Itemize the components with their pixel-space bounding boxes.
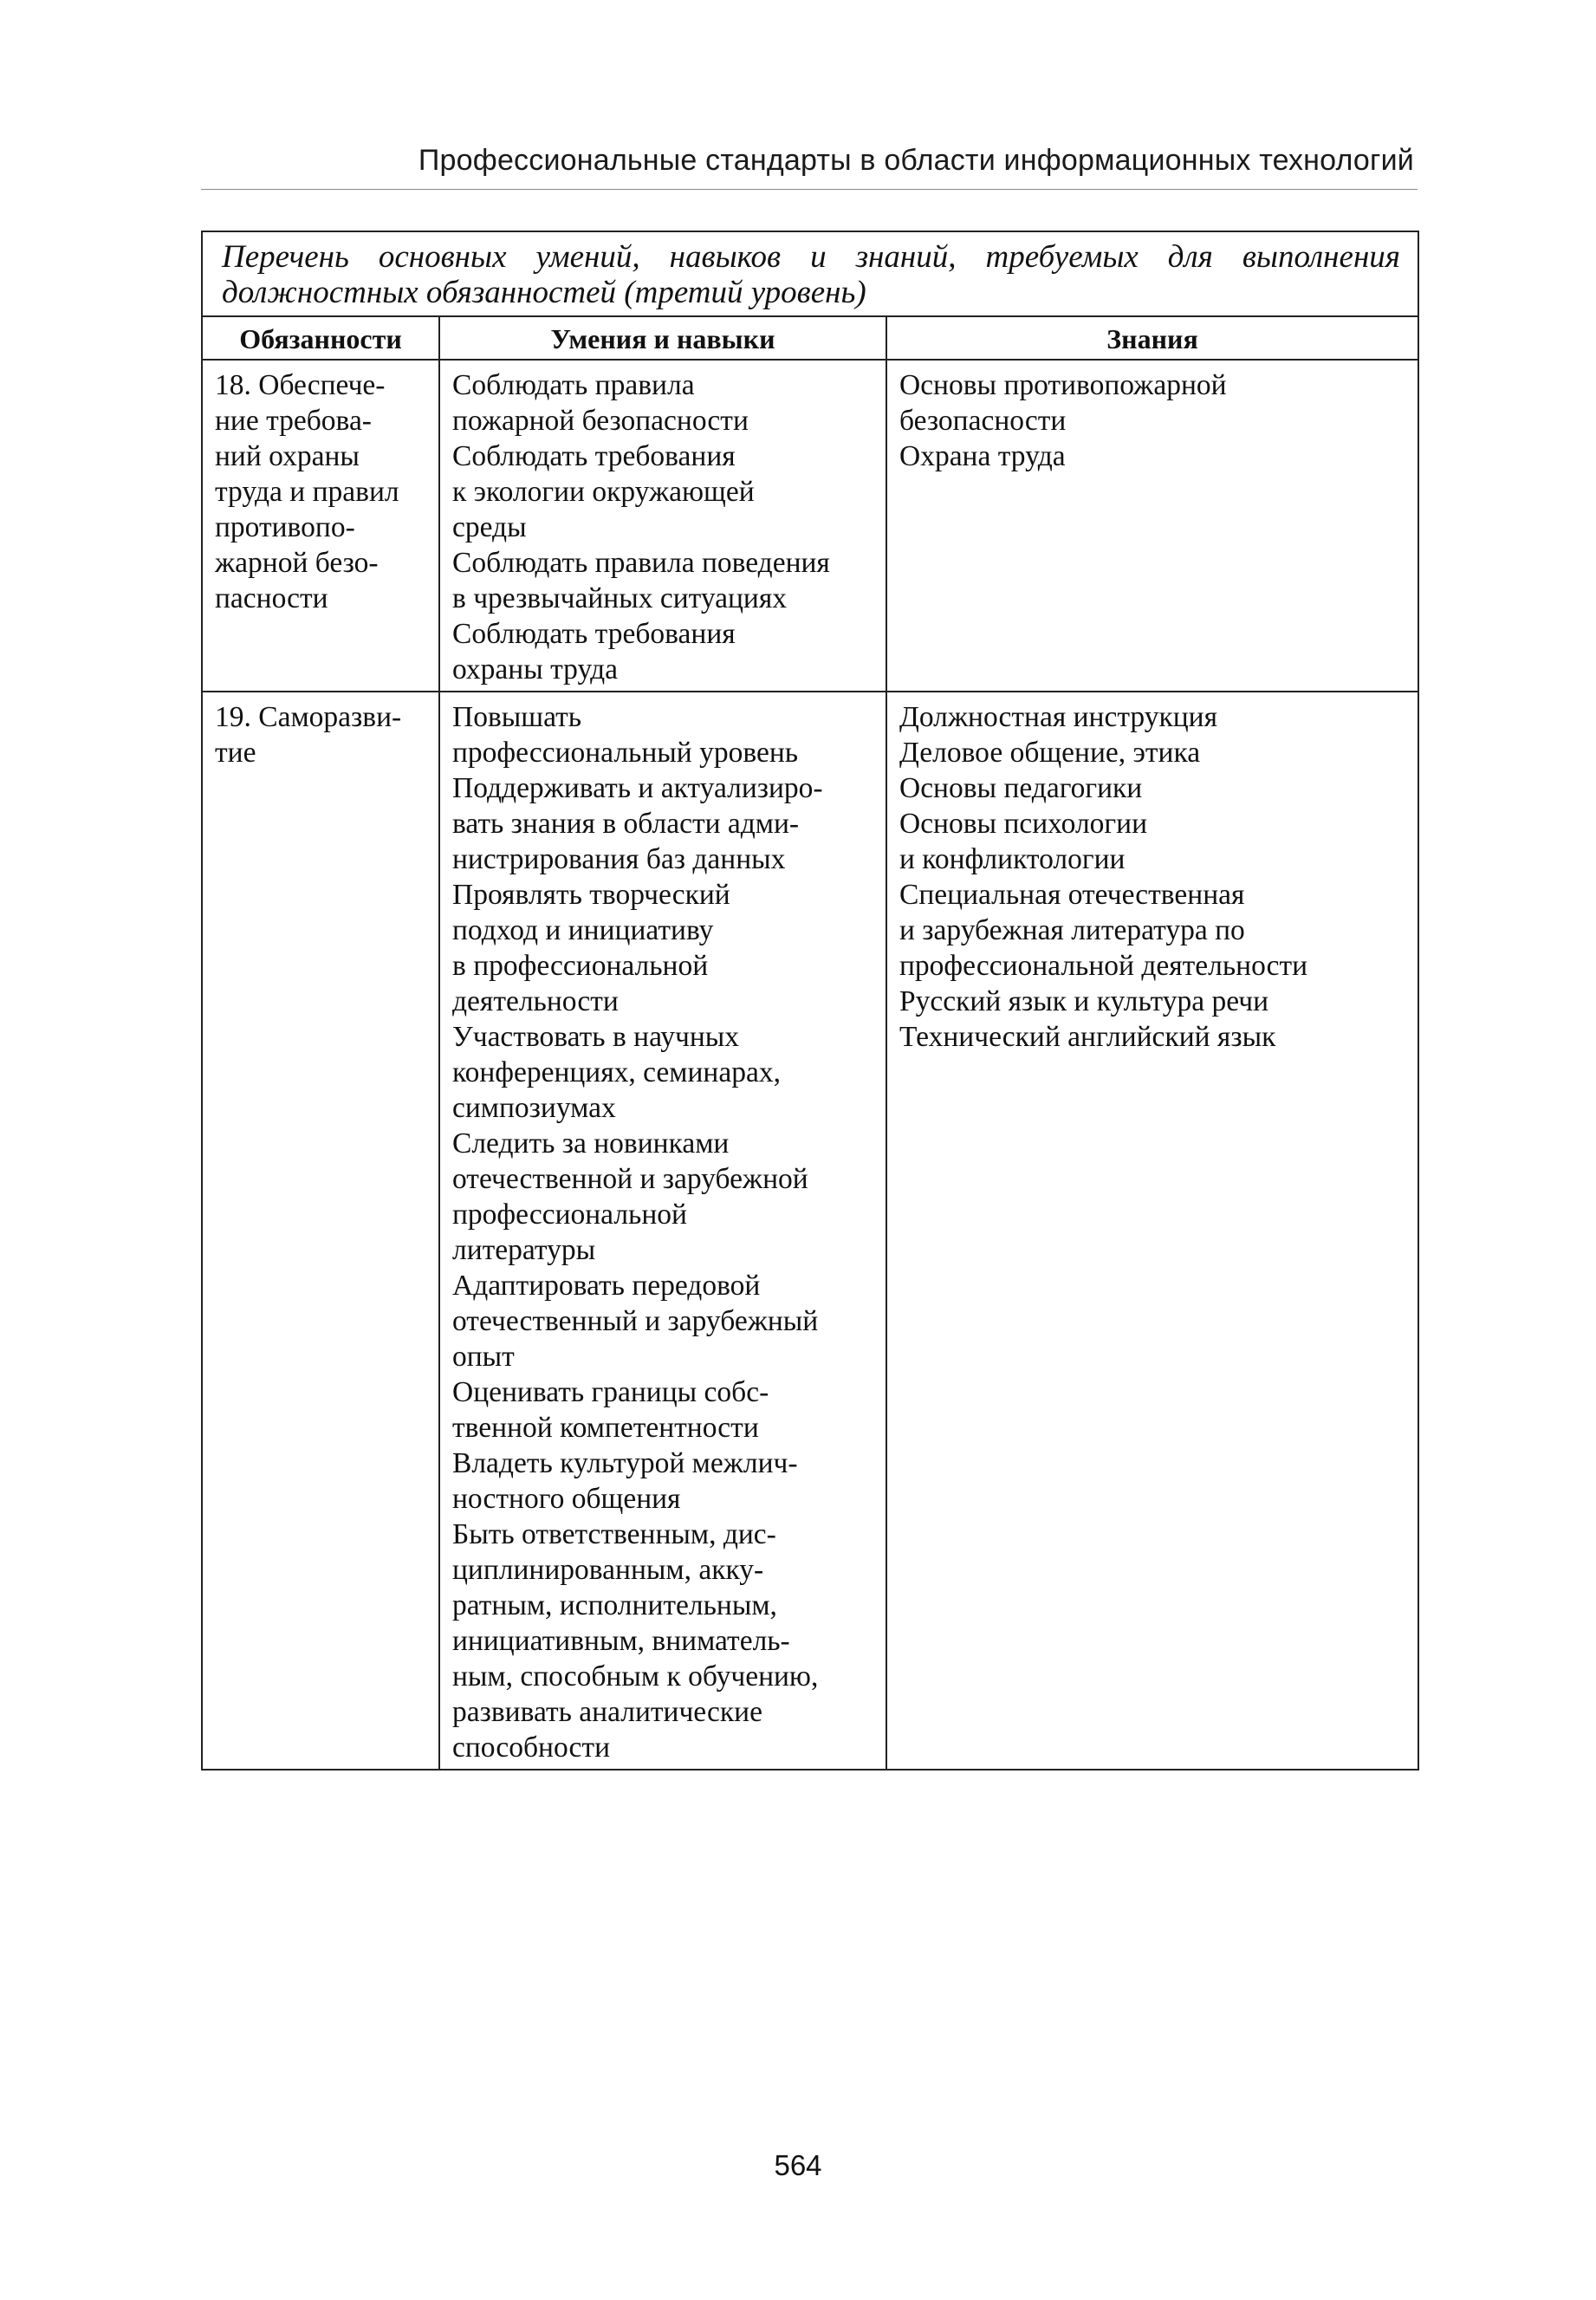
cell-line: и конфликтологии [899,843,1126,875]
page-number: 564 [774,2149,822,2181]
table-row [202,692,1418,1770]
cell-line: инициативным, вниматель- [452,1625,790,1657]
cell-line: профессиональной [452,1199,687,1231]
cell-line: в профессиональной [452,950,709,982]
cell-line: Адаптировать передовой [452,1270,761,1302]
cell-line: нистрирования баз данных [452,843,786,875]
cell-line: отечественной и зарубежной [452,1163,808,1195]
cell-line: твенной компетентности [452,1412,759,1444]
cell-line: 18. Обеспече- [215,369,386,401]
cell-line: Следить за новинками [452,1127,730,1160]
cell-line: опыт [452,1341,515,1373]
cell-line: подход и инициативу [452,914,714,946]
column-header-duties: Обязанности [202,316,439,360]
cell-line: Основы психологии [899,808,1148,840]
cell-line: Охрана труда [899,440,1066,472]
duty-cell [202,692,439,1770]
cell-line: к экологии окружающей [452,476,755,508]
cell-line: циплинированным, акку- [452,1554,764,1586]
cell-line: Соблюдать требования [452,618,736,650]
header-row [202,316,1418,360]
cell-line: Русский язык и культура речи [899,985,1269,1017]
cell-line: Основы педагогики [899,772,1143,804]
cell-line: профессиональной деятельности [899,950,1308,982]
cell-line: Соблюдать правила [452,369,695,401]
table-caption: Перечень основных умений, навыков и знаний, требуемых для выполнения должностных обязанностей (третий уровень) [202,231,1418,316]
knowledge-cell [886,360,1418,692]
cell-line: Повышать [452,701,581,733]
cell-line: ратным, исполнительным, [452,1589,777,1621]
cell-line: среды [452,511,527,543]
cell-line: Деловое общение, этика [899,737,1201,769]
cell-line: ностного общения [452,1483,681,1515]
cell-line: развивать аналитические [452,1696,762,1728]
cell-line: Проявлять творческий [452,879,730,911]
cell-line: вать знания в области адми- [452,808,800,840]
cell-line: труда и правил [215,476,399,508]
cell-line: Основы противопожарной [899,369,1227,401]
cell-line: в чрезвычайных ситуациях [452,582,788,614]
column-header-skills: Умения и навыки [439,316,886,360]
cell-line: способности [452,1731,610,1764]
cell-line: Оценивать границы собс- [452,1376,769,1408]
cell-line: ние требова- [215,405,372,437]
cell-line: безопасности [899,405,1067,437]
cell-line: 19. Саморазви- [215,701,402,733]
skills-cell [439,360,886,692]
cell-line: Специальная отечественная [899,879,1245,911]
cell-line: тие [215,737,256,769]
duty-cell [202,360,439,692]
cell-line: ным, способным к обучению, [452,1660,819,1693]
skills-cell [439,692,886,1770]
cell-line: пожарной безопасности [452,405,749,437]
table-row [202,360,1418,692]
cell-line: противопо- [215,511,355,543]
cell-line: ний охраны [215,440,360,472]
header-rule [201,189,1418,190]
cell-line: литературы [452,1234,596,1266]
cell-line: симпозиумах [452,1092,616,1124]
cell-line: Быть ответственным, дис- [452,1518,776,1550]
cell-line: жарной безо- [215,547,379,579]
cell-line: Участвовать в научных [452,1021,740,1053]
cell-line: Соблюдать требования [452,440,736,472]
cell-line: охраны труда [452,653,619,685]
running-header: Профессиональные стандарты в области информационных технологий [418,144,1414,177]
cell-line: и зарубежная литература по [899,914,1245,946]
cell-line: Владеть культурой межлич- [452,1447,798,1479]
cell-line: Поддерживать и актуализиро- [452,772,823,804]
cell-line: деятельности [452,985,619,1017]
cell-line: Соблюдать правила поведения [452,547,830,579]
cell-line: отечественный и зарубежный [452,1305,819,1337]
cell-line: Должностная инструкция [899,701,1217,733]
cell-line: пасности [215,582,328,614]
cell-line: Технический английский язык [899,1021,1276,1053]
cell-line: профессиональный уровень [452,737,799,769]
cell-line: конференциях, семинарах, [452,1056,781,1088]
knowledge-cell [886,692,1418,1770]
column-header-knowledge: Знания [886,316,1418,360]
caption-row [202,231,1418,316]
table-body [202,360,1418,1770]
duties-table [201,231,1419,1770]
